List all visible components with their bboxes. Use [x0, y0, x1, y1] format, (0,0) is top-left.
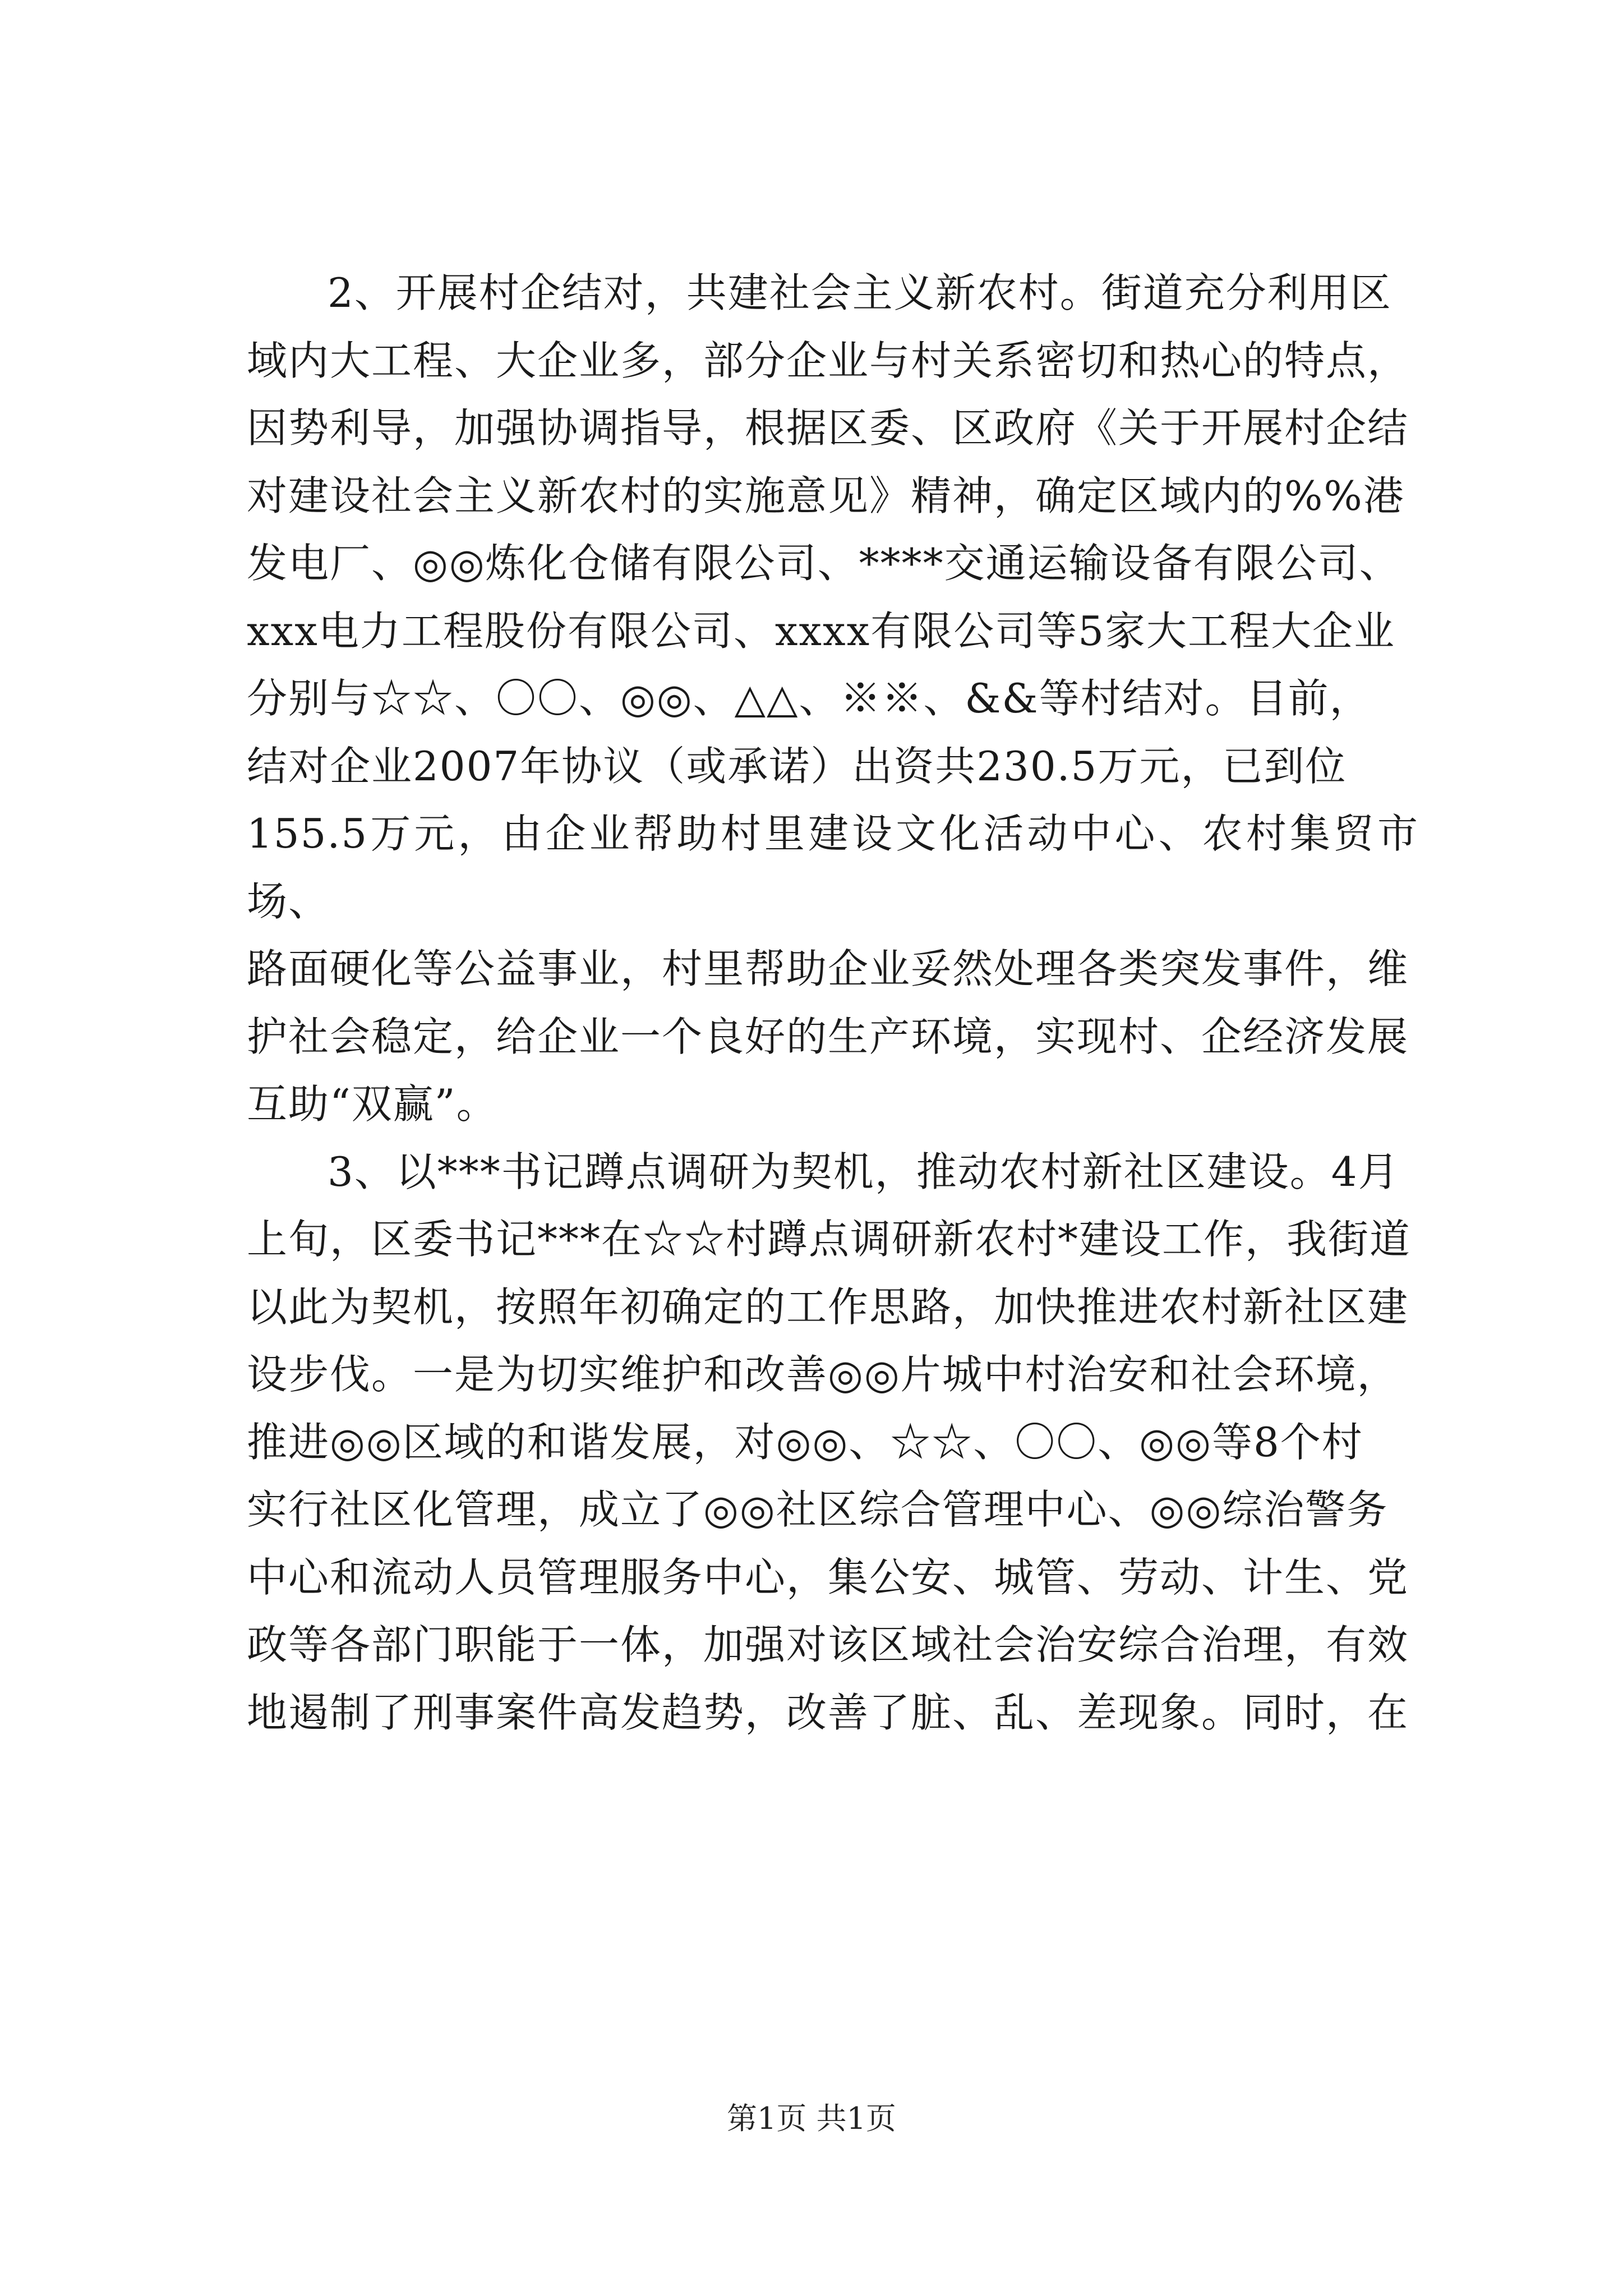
page-footer: 第1页 共1页 — [727, 2101, 896, 2136]
paragraph-village-enterprise-pairing: 2、开展村企结对，共建社会主义新农村。街道充分利用区 域内大工程、大企业多，部分企业与村关系密切和热心的特点， 因势利导，加强协调指导，根据区委、区政府《关于开展村企结 对建设社会主义新农村的实施意见》精神，确定区域内的%%港 发电厂、◎◎炼化仓储有限公司、****交通运输设备有限公司、 xxx电力工程股份有限公司、xxxx有限公司等5家大工程大企业 分别与☆☆、〇〇、◎◎、△△、※※、&&等村结对。目前， 结对企业2007年协议（或承诺）出资共230.5万元，已到位 155.5万元，由企业帮助村里建设文化活动中心、农村集贸市场、 路面硬化等公益事业，村里帮助企业妥然处理各类突发事件，维 护社会稳定，给企业一个良好的生产环境，实现村、企经济发展 互助“双赢”。 — [247, 269, 1419, 1128]
paragraph-new-community-construction: 3、以***书记蹲点调研为契机，推动农村新社区建设。4月 上旬，区委书记***在☆☆村蹲点调研新农村*建设工作，我街道 以此为契机，按照年初确定的工作思路，加快推进农村新社区建 设步伐。一是为切实维护和改善◎◎片城中村治安和社会环境， 推进◎◎区域的和谐发展，对◎◎、☆☆、〇〇、◎◎等8个村 实行社区化管理，成立了◎◎社区综合管理中心、◎◎综治警务 中心和流动人员管理服务中心，集公安、城管、劳动、计生、党 政等各部门职能于一体，加强对该区域社会治安综合治理，有效 地遏制了刑事案件高发趋势，改善了脏、乱、差现象。同时，在 — [247, 1148, 1412, 1736]
document-body — [247, 259, 1419, 1746]
